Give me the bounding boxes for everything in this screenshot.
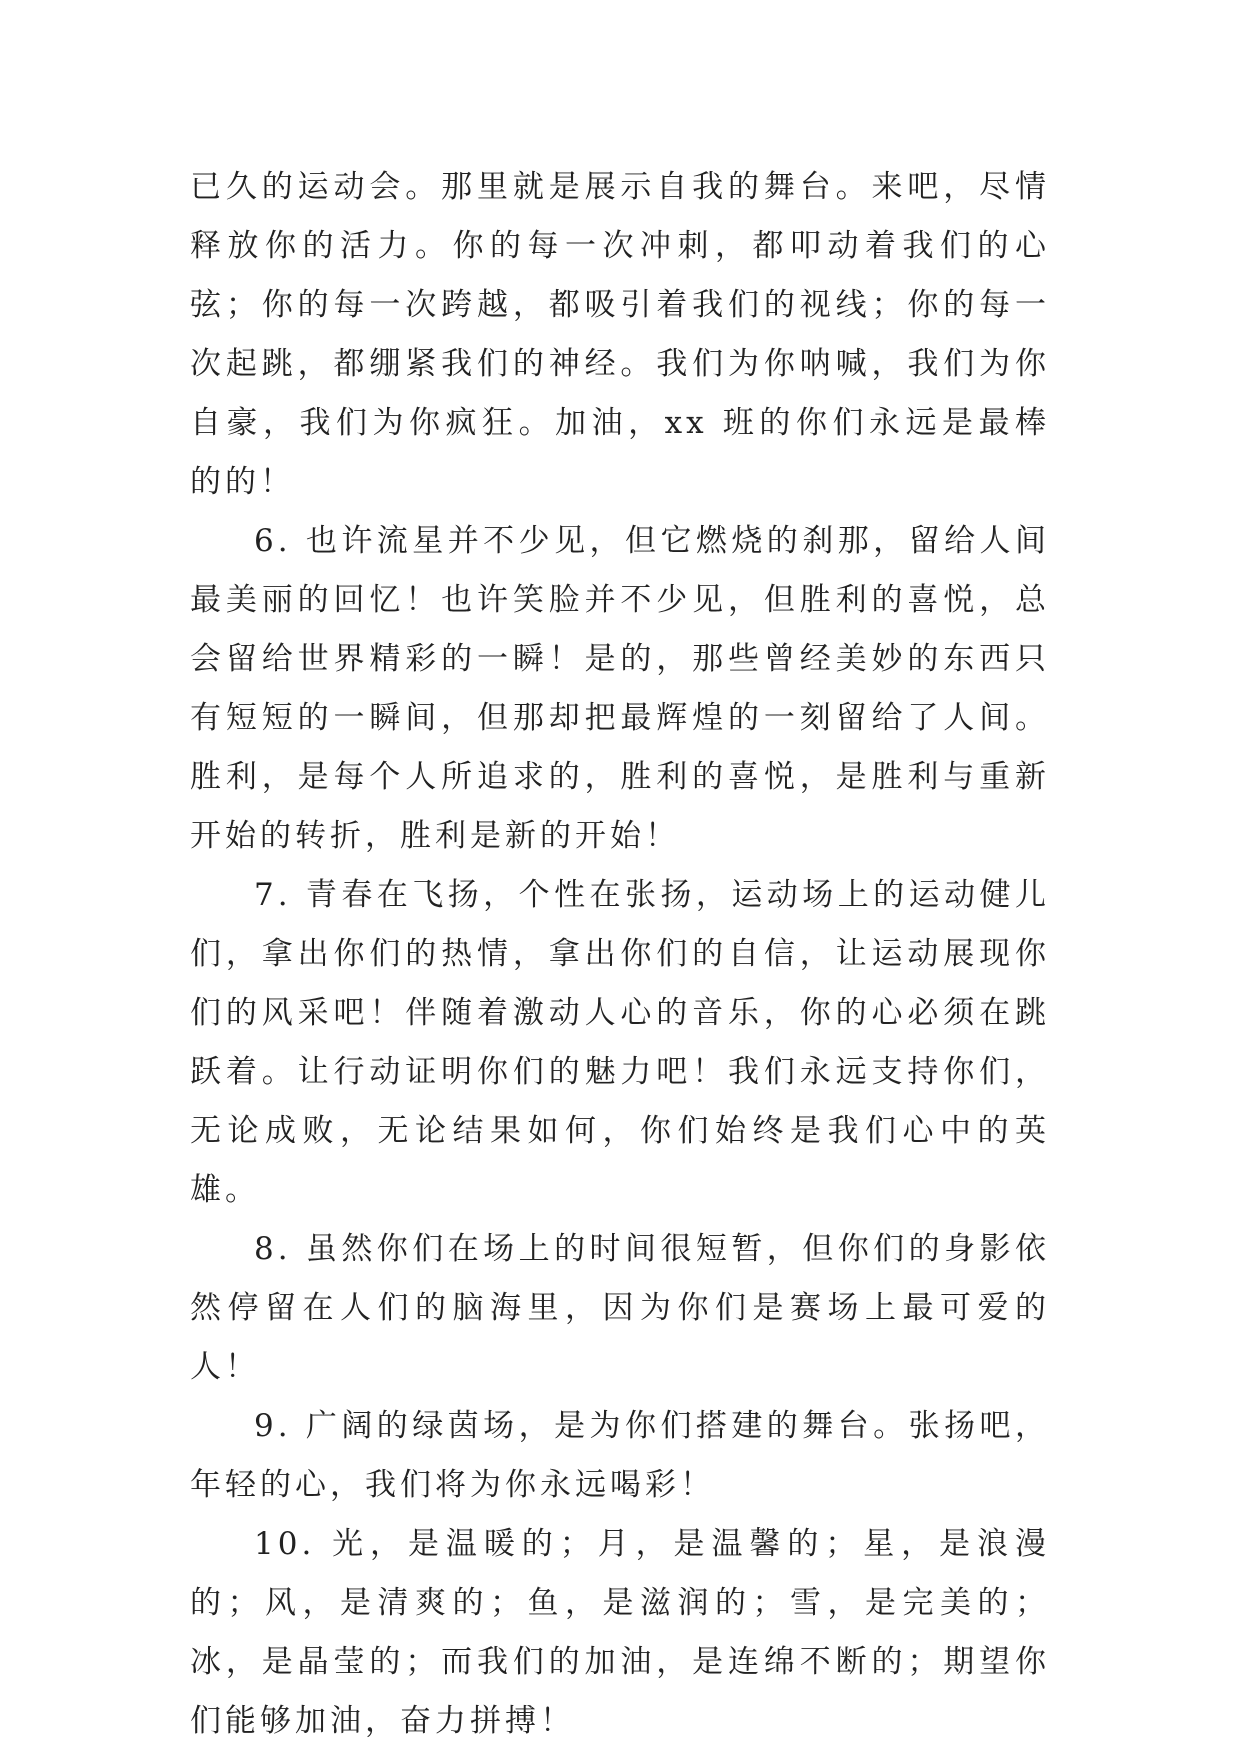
paragraph-item-8: 8. 虽然你们在场上的时间很短暂，但你们的身影依然停留在人们的脑海里，因为你们是赛场上最可爱的人！ xyxy=(190,1231,1050,1385)
paragraph-item-10: 10. 光，是温暖的；月，是温馨的；星，是浪漫的；风，是清爽的；鱼，是滋润的；雪，是完美的；冰，是晶莹的；而我们的加油，是连绵不断的；期望你们能够加油，奋力拼搏！ xyxy=(190,1526,1050,1739)
paragraph-item-6: 6. 也许流星并不少见，但它燃烧的刹那，留给人间最美丽的回忆！也许笑脸并不少见，但胜利的喜悦，总会留给世界精彩的一瞬！是的，那些曾经美妙的东西只有短短的一瞬间，但那却把最辉煌的一刻留给了人间。胜利，是每个人所追求的，胜利的喜悦，是胜利与重新开始的转折，胜利是新的开始！ xyxy=(190,523,1050,854)
paragraph-continuation: 已久的运动会。那里就是展示自我的舞台。来吧，尽情释放你的活力。你的每一次冲刺，都叩动着我们的心弦；你的每一次跨越，都吸引着我们的视线；你的每一次起跳，都绷紧我们的神经。我们为你呐喊，我们为你自豪，我们为你疯狂。加油，xx 班的你们永远是最棒的的！ xyxy=(190,169,1050,500)
paragraph-item-9: 9. 广阔的绿茵场，是为你们搭建的舞台。张扬吧，年轻的心，我们将为你永远喝彩！ xyxy=(190,1408,1050,1503)
body-text xyxy=(190,158,1050,1751)
paragraph-item-7: 7. 青春在飞扬，个性在张扬，运动场上的运动健儿们，拿出你们的热情，拿出你们的自信，让运动展现你们的风采吧！伴随着激动人心的音乐，你的心必须在跳跃着。让行动证明你们的魅力吧！我们永远支持你们，无论成败，无论结果如何，你们始终是我们心中的英雄。 xyxy=(190,877,1050,1208)
